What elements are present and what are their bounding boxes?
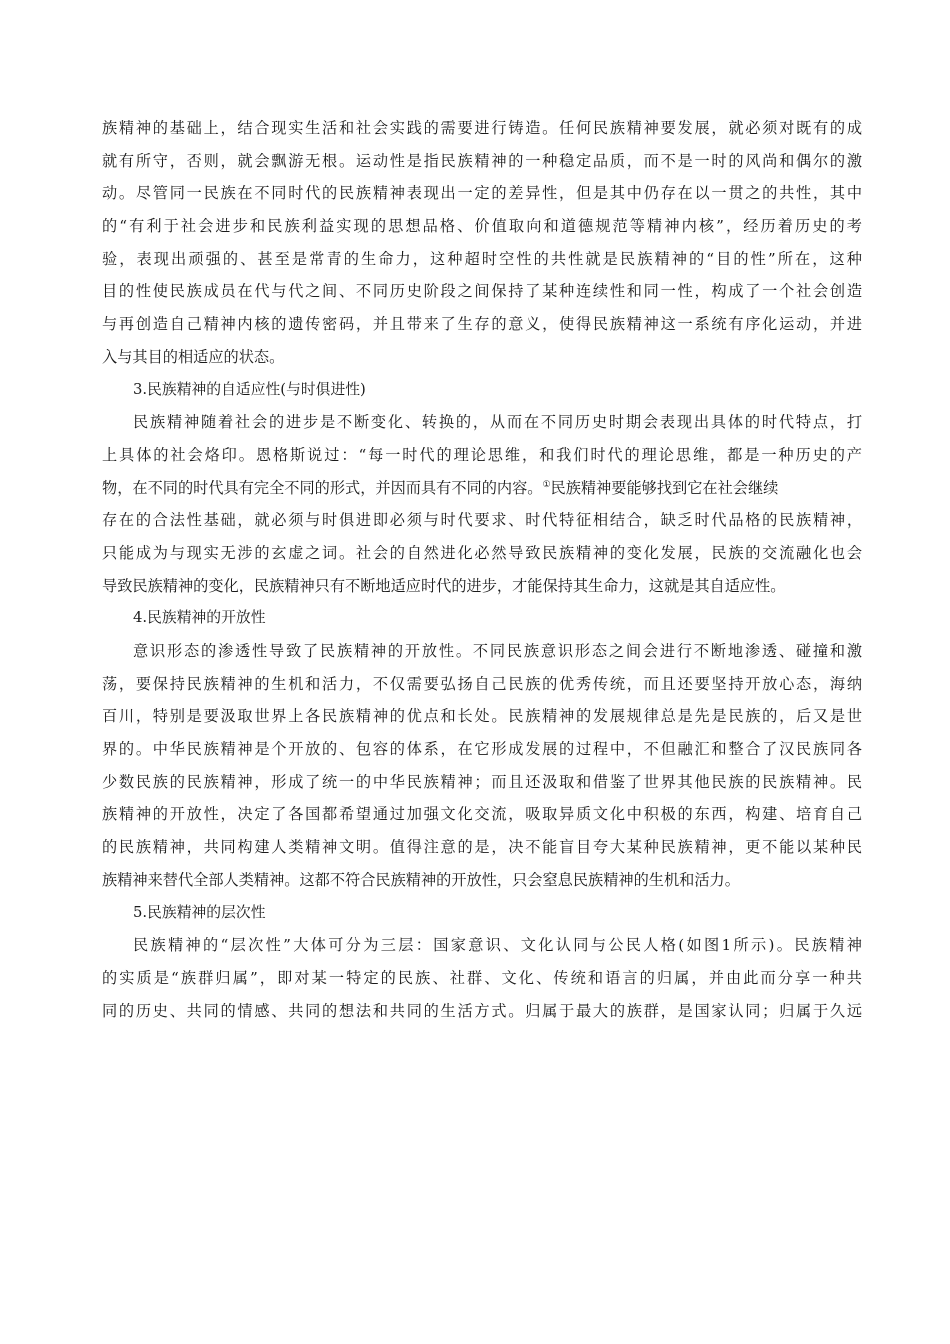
section-heading-3: 3.民族精神的自适应性(与时俱进性): [133, 380, 366, 398]
text-line: 存在的合法性基础，就必须与时俱进即必须与时代要求、时代特征相结合，缺乏时代品格的民族精神，: [102, 511, 862, 530]
text-line: 验，表现出顽强的、甚至是常青的生命力，这种超时空性的共性就是民族精神的“目的性”所在，这种: [102, 249, 862, 268]
text-line: 同的历史、共同的情感、共同的想法和共同的生活方式。归属于最大的族群，是国家认同；归属于久远: [102, 1001, 862, 1020]
text-line: 族精神的开放性，决定了各国都希望通过加强文化交流，吸取异质文化中积极的东西，构建、培育自己: [102, 805, 862, 824]
text-line: 只能成为与现实无涉的玄虚之词。社会的自然进化必然导致民族精神的变化发展，民族的交流融化也会: [102, 543, 862, 562]
footnote-mark: ①: [542, 479, 551, 490]
text-line: 民族精神随着社会的进步是不断变化、转换的，从而在不同历史时期会表现出具体的时代特点，打: [133, 413, 862, 432]
text-line: 的实质是“族群归属”，即对某一特定的民族、社群、文化、传统和语言的归属，并由此而分享一种共: [102, 968, 862, 987]
text-line: 就有所守，否则，就会飘游无根。运动性是指民族精神的一种稳定品质，而不是一时的风尚和偶尔的激: [102, 151, 862, 170]
text-line: 民族精神的“层次性”大体可分为三层：国家意识、文化认同与公民人格(如图1所示)。民族精神: [133, 936, 862, 955]
text-line: 族精神来替代全部人类精神。这都不符合民族精神的开放性，只会窒息民族精神的生机和活力。: [102, 870, 740, 889]
text-line: 荡，要保持民族精神的生机和活力，不仅需要弘扬自己民族的优秀传统，而且还要坚持开放心态，海纳: [102, 674, 862, 693]
text-line: 意识形态的渗透性导致了民族精神的开放性。不同民族意识形态之间会进行不断地渗透、碰撞和激: [133, 642, 862, 660]
text-line: 与再创造自己精神内核的遗传密码，并且带来了生存的意义，使得民族精神这一系统有序化运动，并进: [102, 315, 862, 334]
paragraph-hierarchy: [102, 929, 862, 1027]
text-segment: 民族精神要能够找到它在社会继续: [550, 478, 779, 497]
text-segment: 物，在不同的时代具有完全不同的形式，并因而具有不同的内容。: [102, 478, 543, 497]
text-line: 的“有利于社会进步和民族利益实现的思想品格、价值取向和道德规范等精神内核”，经历着历史的考: [102, 217, 862, 236]
document-page: [102, 112, 862, 1027]
text-line: 百川，特别是要汲取世界上各民族精神的优点和长处。民族精神的发展规律总是先是民族的，后又是世: [102, 707, 862, 726]
section-heading-5: 5.民族精神的层次性: [133, 903, 266, 921]
text-line: 动。尽管同一民族在不同时代的民族精神表现出一定的差异性，但是其中仍存在以一贯之的共性，其中: [102, 184, 862, 203]
text-line: 目的性使民族成员在代与代之间、不同历史阶段之间保持了某种连续性和同一性，构成了一个社会创造: [102, 282, 862, 301]
text-line: 导致民族精神的变化，民族精神只有不断地适应时代的进步，才能保持其生命力，这就是其自适应性。: [102, 576, 786, 595]
section-heading-4: 4.民族精神的开放性: [133, 609, 266, 627]
text-line: 少数民族的民族精神，形成了统一的中华民族精神；而且还汲取和借鉴了世界其他民族的民族精神。民: [102, 772, 862, 791]
text-line: 上具体的社会烙印。恩格斯说过：“每一时代的理论思维，和我们时代的理论思维，都是一种历史的产: [102, 445, 862, 464]
paragraph-self-adaptation: [102, 406, 862, 602]
paragraph-dynamism: [102, 112, 862, 374]
text-line: 界的。中华民族精神是个开放的、包容的体系，在它形成发展的过程中，不但融汇和整合了汉民族同各: [102, 740, 862, 759]
text-line: [102, 472, 862, 505]
text-line: 入与其目的相适应的状态。: [102, 347, 285, 366]
text-line: 族精神的基础上，结合现实生活和社会实践的需要进行铸造。任何民族精神要发展，就必须对既有的成: [102, 119, 862, 137]
text-line: 的民族精神，共同构建人类精神文明。值得注意的是，决不能盲目夸大某种民族精神，更不能以某种民: [102, 838, 862, 857]
paragraph-openness: [102, 635, 862, 897]
